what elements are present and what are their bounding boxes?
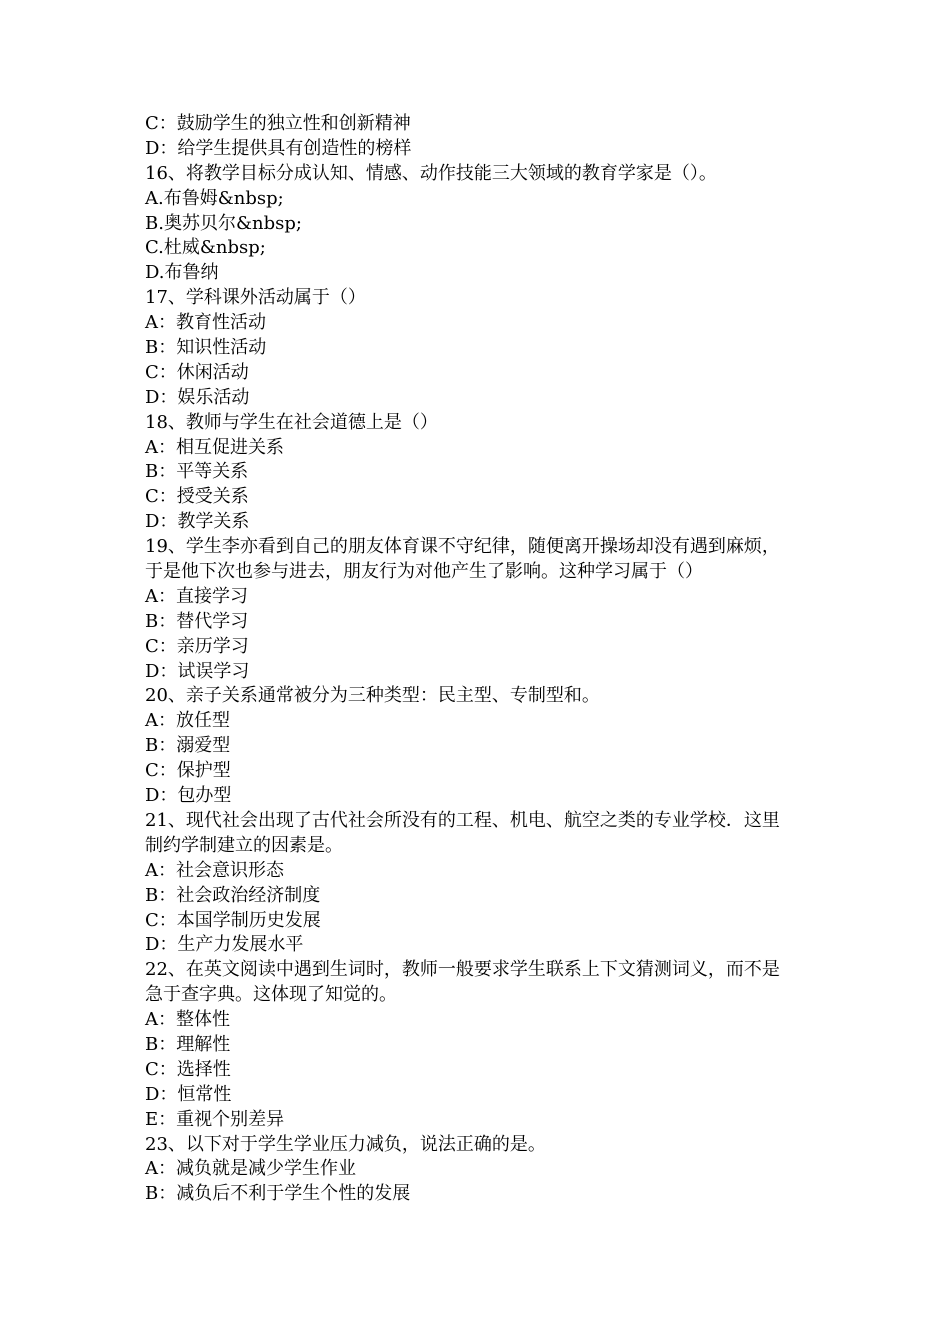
question-17-option-d: D：娱乐活动: [145, 386, 250, 408]
question-16-option-b: B.奥苏贝尔&nbsp;: [145, 212, 302, 234]
question-19-line-1: 19、学生李亦看到自己的朋友体育课不守纪律，随便离开操场却没有遇到麻烦，: [145, 536, 780, 558]
question-17-option-c: C：休闲活动: [145, 361, 249, 383]
question-21-line-1: 21、现代社会出现了古代社会所没有的工程、机电、航空之类的专业学校．这里: [145, 809, 780, 831]
question-16-option-d: D.布鲁纳: [145, 262, 219, 284]
question-19-option-d: D：试误学习: [145, 660, 250, 682]
question-20-option-c: C：保护型: [145, 760, 231, 782]
question-22-option-b: B：理解性: [145, 1033, 231, 1055]
question-22-option-e: E：重视个别差异: [145, 1108, 285, 1130]
question-22-option-c: C：选择性: [145, 1058, 231, 1080]
question-19-option-b: B：替代学习: [145, 610, 249, 632]
option-c-line: C：鼓励学生的独立性和创新精神: [145, 113, 411, 134]
question-18-option-d: D：教学关系: [145, 511, 250, 533]
question-21-option-d: D：生产力发展水平: [145, 934, 304, 956]
question-22-option-d: D：恒常性: [145, 1083, 232, 1105]
question-23-option-a: A：减负就是减少学生作业: [145, 1158, 356, 1180]
question-18-option-c: C：授受关系: [145, 486, 249, 508]
document-page: [145, 112, 815, 1207]
question-23: 23、以下对于学生学业压力减负，说法正确的是。: [145, 1133, 546, 1155]
question-23-option-b: B：减负后不利于学生个性的发展: [145, 1183, 411, 1205]
question-21-option-a: A：社会意识形态: [145, 859, 284, 881]
question-19-option-c: C：亲历学习: [145, 635, 249, 657]
question-19-line-2: 于是他下次也参与进去，朋友行为对他产生了影响。这种学习属于（）: [145, 561, 703, 583]
question-21-line-2: 制约学制建立的因素是。: [145, 834, 343, 856]
question-19-option-a: A：直接学习: [145, 585, 248, 607]
question-18-option-b: B：平等关系: [145, 461, 249, 483]
question-16-option-a: A.布鲁姆&nbsp;: [145, 187, 284, 209]
question-16: 16、将教学目标分成认知、情感、动作技能三大领域的教育学家是（）。: [145, 162, 717, 184]
question-17-option-b: B：知识性活动: [145, 337, 267, 359]
question-18-option-a: A：相互促进关系: [145, 436, 284, 458]
question-16-option-c: C.杜威&nbsp;: [145, 237, 266, 259]
question-21-option-c: C：本国学制历史发展: [145, 909, 321, 931]
question-20-option-a: A：放任型: [145, 710, 230, 732]
question-20-option-b: B：溺爱型: [145, 735, 231, 757]
option-d-line: D：给学生提供具有创造性的榜样: [145, 137, 412, 159]
question-22-line-1: 22、在英文阅读中遇到生词时，教师一般要求学生联系上下文猜测词义，而不是: [145, 959, 780, 981]
question-18: 18、教师与学生在社会道德上是（）: [145, 411, 438, 433]
question-20-option-d: D：包办型: [145, 785, 232, 807]
question-22-option-a: A：整体性: [145, 1009, 230, 1031]
question-22-line-2: 急于查字典。这体现了知觉的。: [145, 984, 397, 1006]
question-17-option-a: A：教育性活动: [145, 312, 266, 334]
question-21-option-b: B：社会政治经济制度: [145, 884, 321, 906]
question-20: 20、亲子关系通常被分为三种类型：民主型、专制型和。: [145, 685, 600, 707]
question-17: 17、学科课外活动属于（）: [145, 287, 366, 309]
